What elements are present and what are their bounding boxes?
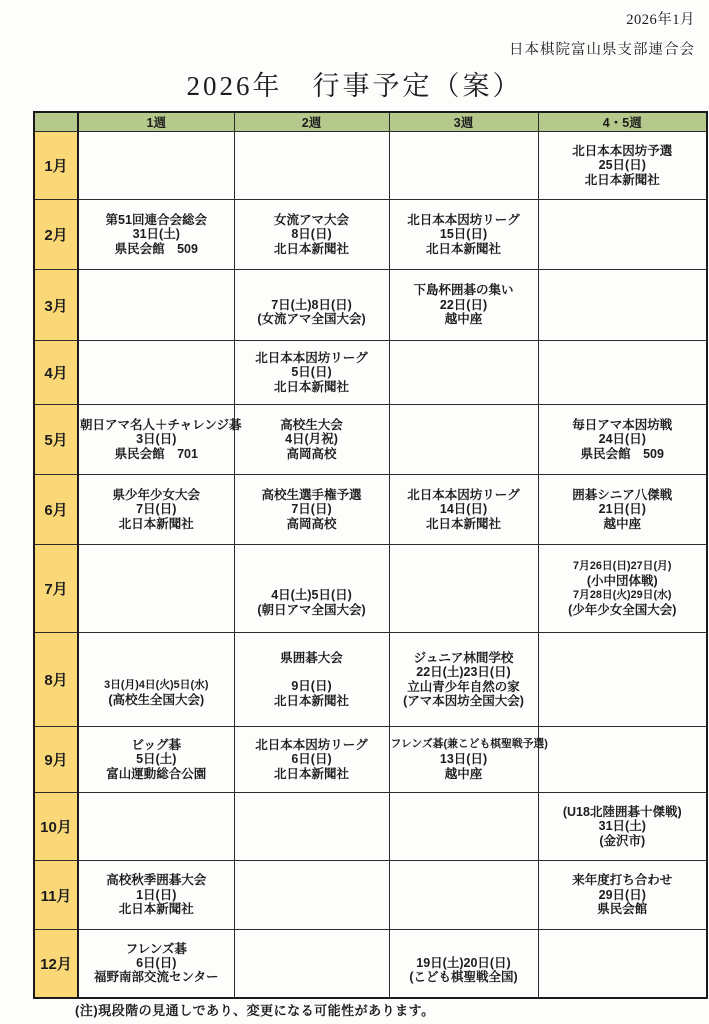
event-cell-content xyxy=(539,371,707,375)
event-cell-content xyxy=(79,371,234,375)
event-line: 福野南部交流センター xyxy=(93,970,219,985)
event-cell xyxy=(389,132,538,200)
event-line: 1日(日) xyxy=(136,887,177,902)
event-line: 囲碁シニア八傑戦 xyxy=(572,487,673,502)
event-cell-content xyxy=(390,893,538,897)
event-cell xyxy=(234,930,389,998)
event-cell-content xyxy=(539,233,707,237)
table-row-5月 xyxy=(34,405,707,475)
event-line: 31日(土) xyxy=(598,819,646,834)
event-line: 来年度打ち合わせ xyxy=(572,873,673,888)
event-line: 29日(日) xyxy=(598,887,646,902)
event-line: 22日(日) xyxy=(439,297,488,312)
event-line: 県少年少女大会 xyxy=(112,487,200,502)
event-cell-content xyxy=(235,961,389,965)
event-cell-content xyxy=(235,825,389,829)
event-cell xyxy=(538,132,707,200)
event-cell xyxy=(389,475,538,545)
event-line: 14日(日) xyxy=(439,502,488,517)
event-cell xyxy=(234,545,389,633)
event-line: 5日(日) xyxy=(291,365,332,380)
event-line: 朝日アマ名人＋チャレンジ碁 xyxy=(80,417,242,432)
column-header-week-2: 2週 xyxy=(234,112,389,132)
table-row-10月 xyxy=(34,793,707,861)
event-line: 北日本新聞社 xyxy=(425,241,501,256)
event-line: 19日(土)20日(日) xyxy=(416,955,511,970)
event-cell-content xyxy=(79,825,234,829)
event-line: 21日(日) xyxy=(598,502,646,517)
empty-line xyxy=(236,560,388,574)
event-cell xyxy=(389,341,538,405)
event-cell xyxy=(538,475,707,545)
event-cell-content xyxy=(235,282,389,329)
event-cell xyxy=(78,475,234,545)
event-cell-content xyxy=(539,303,707,307)
table-row-2月 xyxy=(34,200,707,270)
event-line: 毎日アマ本因坊戦 xyxy=(572,417,673,432)
doc-header xyxy=(509,8,695,59)
empty-line xyxy=(391,942,537,956)
event-line: 県民会館 701 xyxy=(114,446,198,461)
table-row-7月 xyxy=(34,545,707,633)
event-line: 北日本本因坊リーグ xyxy=(407,212,520,227)
event-cell-content xyxy=(235,211,389,258)
event-line: 下島杯囲碁の集い xyxy=(413,283,514,298)
table-row-12月 xyxy=(34,930,707,998)
column-header-week-3: 3週 xyxy=(389,112,538,132)
event-cell xyxy=(78,861,234,930)
page-title: 2026年 行事予定（案） xyxy=(186,71,523,101)
month-label: 6月 xyxy=(34,475,78,545)
event-line: 北日本本因坊リーグ xyxy=(407,487,520,502)
event-cell-content xyxy=(539,486,707,533)
event-cell-content xyxy=(390,736,548,783)
event-line: (アマ本因坊全国大会) xyxy=(403,693,524,708)
event-cell xyxy=(538,545,707,633)
event-line: (金沢市) xyxy=(599,833,646,848)
event-cell-content xyxy=(79,211,234,258)
event-line: 北日本新聞社 xyxy=(118,902,194,917)
event-cell-content xyxy=(539,558,707,619)
event-cell xyxy=(78,633,234,727)
event-line: 県民会館 xyxy=(597,902,648,917)
empty-line xyxy=(236,574,388,588)
event-line: 7月28日(火)29日(水) xyxy=(573,588,672,601)
event-line: 北日本新聞社 xyxy=(273,693,349,708)
event-cell xyxy=(538,930,707,998)
event-line: 22日(土)23日(日) xyxy=(416,665,511,680)
event-cell xyxy=(538,270,707,341)
event-line: (女流アマ全国大会) xyxy=(257,312,366,326)
event-cell xyxy=(234,341,389,405)
table-row-8月 xyxy=(34,633,707,727)
event-cell xyxy=(389,930,538,998)
event-cell xyxy=(234,861,389,930)
corner-cell xyxy=(34,112,78,132)
event-cell xyxy=(234,270,389,341)
event-line: 北日本新聞社 xyxy=(273,379,349,394)
event-line: 3日(月)4日(火)5日(水) xyxy=(104,679,209,692)
event-cell-content xyxy=(235,416,389,463)
empty-line xyxy=(236,665,388,679)
event-line: 24日(日) xyxy=(598,432,646,447)
table-header xyxy=(34,112,707,132)
event-line: 高校生選手権予選 xyxy=(261,487,362,502)
event-line: 越中座 xyxy=(444,766,483,781)
doc-organization: 日本棋院富山県支部連合会 xyxy=(509,42,695,58)
event-cell xyxy=(538,200,707,270)
event-cell xyxy=(538,793,707,861)
month-label: 2月 xyxy=(34,200,78,270)
event-line: ビッグ碁 xyxy=(131,737,181,752)
event-cell-content xyxy=(79,940,234,987)
event-line: 高岡高校 xyxy=(286,516,337,531)
event-cell xyxy=(389,793,538,861)
event-cell-content xyxy=(390,825,538,829)
month-label: 11月 xyxy=(34,861,78,930)
event-line: 県囲碁大会 xyxy=(280,650,343,665)
event-cell xyxy=(234,727,389,793)
event-cell-content xyxy=(235,736,389,783)
column-header-week-1: 1週 xyxy=(78,112,234,132)
event-cell xyxy=(234,405,389,475)
header-row xyxy=(34,112,707,132)
event-line: 立山青少年自然の家 xyxy=(407,679,520,694)
event-cell xyxy=(389,633,538,727)
event-line: 北日本本因坊リーグ xyxy=(255,737,368,752)
event-line: (U18北陸囲碁十傑戦) xyxy=(562,804,682,819)
schedule-table xyxy=(33,111,708,999)
event-line: (高校生全国大会) xyxy=(108,693,205,708)
event-line: 県民会館 509 xyxy=(580,446,664,461)
event-line: 25日(日) xyxy=(598,158,646,173)
month-label: 7月 xyxy=(34,545,78,633)
event-cell xyxy=(538,633,707,727)
event-line: 7日(日) xyxy=(291,502,332,517)
event-line: 高校生大会 xyxy=(280,417,343,432)
event-cell-content xyxy=(390,649,538,711)
event-line: (朝日アマ全国大会) xyxy=(257,602,366,617)
event-line: 北日本本因坊予選 xyxy=(572,143,673,158)
table-row-4月 xyxy=(34,341,707,405)
event-line: フレンズ碁 xyxy=(125,941,187,956)
event-cell-content xyxy=(79,303,234,307)
event-line: 北日本新聞社 xyxy=(425,516,501,531)
event-line: 北日本新聞社 xyxy=(273,241,349,256)
event-cell xyxy=(389,727,548,793)
event-line: 8日(日) xyxy=(291,227,332,242)
event-cell xyxy=(389,861,538,930)
event-cell-content xyxy=(539,758,707,762)
event-line: 北日本本因坊リーグ xyxy=(255,350,368,365)
event-line: 越中座 xyxy=(603,516,641,531)
event-cell-content xyxy=(79,587,234,591)
event-cell-content xyxy=(79,164,234,168)
event-cell xyxy=(234,200,389,270)
event-cell xyxy=(78,793,234,861)
event-cell xyxy=(78,727,234,793)
month-label: 10月 xyxy=(34,793,78,861)
event-cell-content xyxy=(539,803,707,850)
empty-line xyxy=(236,284,388,298)
event-cell xyxy=(389,545,538,633)
event-cell xyxy=(538,861,707,930)
month-label: 4月 xyxy=(34,341,78,405)
event-cell xyxy=(78,545,234,633)
event-cell-content xyxy=(235,164,389,168)
month-label: 8月 xyxy=(34,633,78,727)
event-cell-content xyxy=(79,649,234,709)
event-line: 3日(日) xyxy=(136,432,177,447)
event-line: 高校秋季囲碁大会 xyxy=(106,873,207,888)
table-row-9月 xyxy=(34,727,707,793)
event-cell xyxy=(389,405,538,475)
event-cell-content xyxy=(79,416,242,463)
event-line: 北日本新聞社 xyxy=(118,516,194,531)
event-line: (小中団体戦) xyxy=(586,574,658,589)
event-line: 9日(日) xyxy=(291,679,332,694)
event-line: 13日(日) xyxy=(439,752,488,767)
event-line: 富山運動総合公園 xyxy=(106,766,207,781)
event-cell-content xyxy=(390,940,538,987)
event-line: 31日(土) xyxy=(132,227,180,242)
event-cell xyxy=(78,200,234,270)
event-line: 4日(土)5日(日) xyxy=(271,588,352,603)
month-label: 3月 xyxy=(34,270,78,341)
event-cell-content xyxy=(79,736,234,783)
event-line: 15日(日) xyxy=(439,227,488,242)
event-cell xyxy=(389,270,538,341)
event-line: 第51回連合会総会 xyxy=(105,212,207,227)
doc-date: 2026年1月 xyxy=(626,12,695,28)
event-cell xyxy=(389,200,538,270)
event-line: フレンズ碁(兼こども棋聖戦予選) xyxy=(390,738,548,751)
event-cell-content xyxy=(235,893,389,897)
month-label: 5月 xyxy=(34,405,78,475)
event-cell-content xyxy=(539,678,707,682)
event-line: 北日本新聞社 xyxy=(584,172,660,187)
event-cell-content xyxy=(390,438,538,442)
event-cell-content xyxy=(539,142,707,189)
event-cell-content xyxy=(235,486,389,533)
month-label: 9月 xyxy=(34,727,78,793)
footnote: (注)現段階の見通しであり、変更になる可能性があります。 xyxy=(75,1003,435,1018)
column-header-week-4: 4・5週 xyxy=(538,112,707,132)
event-cell xyxy=(538,341,707,405)
event-cell-content xyxy=(235,649,389,710)
event-cell-content xyxy=(390,371,538,375)
event-cell-content xyxy=(390,164,538,168)
event-line: (少年少女全国大会) xyxy=(568,602,677,617)
table-row-6月 xyxy=(34,475,707,545)
event-line: 7日(土)8日(日) xyxy=(271,297,352,312)
event-line: 女流アマ大会 xyxy=(273,212,349,227)
event-line: 7月26日(日)27日(月) xyxy=(573,560,672,573)
event-line: 6日(日) xyxy=(291,752,332,767)
event-cell xyxy=(78,132,234,200)
event-line: ジュニア林間学校 xyxy=(413,650,514,665)
event-line: 高岡高校 xyxy=(286,446,337,461)
event-cell-content xyxy=(539,871,707,918)
event-line: (こども棋聖戦全国) xyxy=(409,970,518,985)
event-line: 県民会館 509 xyxy=(114,241,198,256)
event-cell xyxy=(234,633,389,727)
event-cell-content xyxy=(235,558,389,619)
event-cell xyxy=(78,405,242,475)
event-cell-content xyxy=(79,486,234,533)
event-cell xyxy=(78,930,234,998)
event-cell xyxy=(78,270,234,341)
event-line: 5日(土) xyxy=(136,752,177,767)
event-cell xyxy=(234,132,389,200)
event-line: 6日(日) xyxy=(136,956,177,971)
event-cell-content xyxy=(390,486,538,533)
event-cell xyxy=(538,727,707,793)
event-cell-content xyxy=(539,961,707,965)
table-row-3月 xyxy=(34,270,707,341)
event-cell xyxy=(78,341,234,405)
table-row-11月 xyxy=(34,861,707,930)
event-cell xyxy=(234,475,389,545)
event-cell xyxy=(234,793,389,861)
event-line: 越中座 xyxy=(444,312,483,327)
event-cell-content xyxy=(79,871,234,918)
event-line: 北日本新聞社 xyxy=(273,766,349,781)
event-cell-content xyxy=(539,416,707,463)
event-cell-content xyxy=(235,349,389,396)
month-label: 12月 xyxy=(34,930,78,998)
event-cell-content xyxy=(390,587,538,591)
event-cell-content xyxy=(390,281,538,328)
empty-line xyxy=(80,665,233,679)
event-line: 4日(月祝) xyxy=(285,432,338,447)
event-cell-content xyxy=(390,211,538,258)
event-line: 7日(日) xyxy=(136,502,177,517)
month-label: 1月 xyxy=(34,132,78,200)
event-cell xyxy=(538,405,707,475)
empty-line xyxy=(80,651,233,665)
table-row-1月 xyxy=(34,132,707,200)
